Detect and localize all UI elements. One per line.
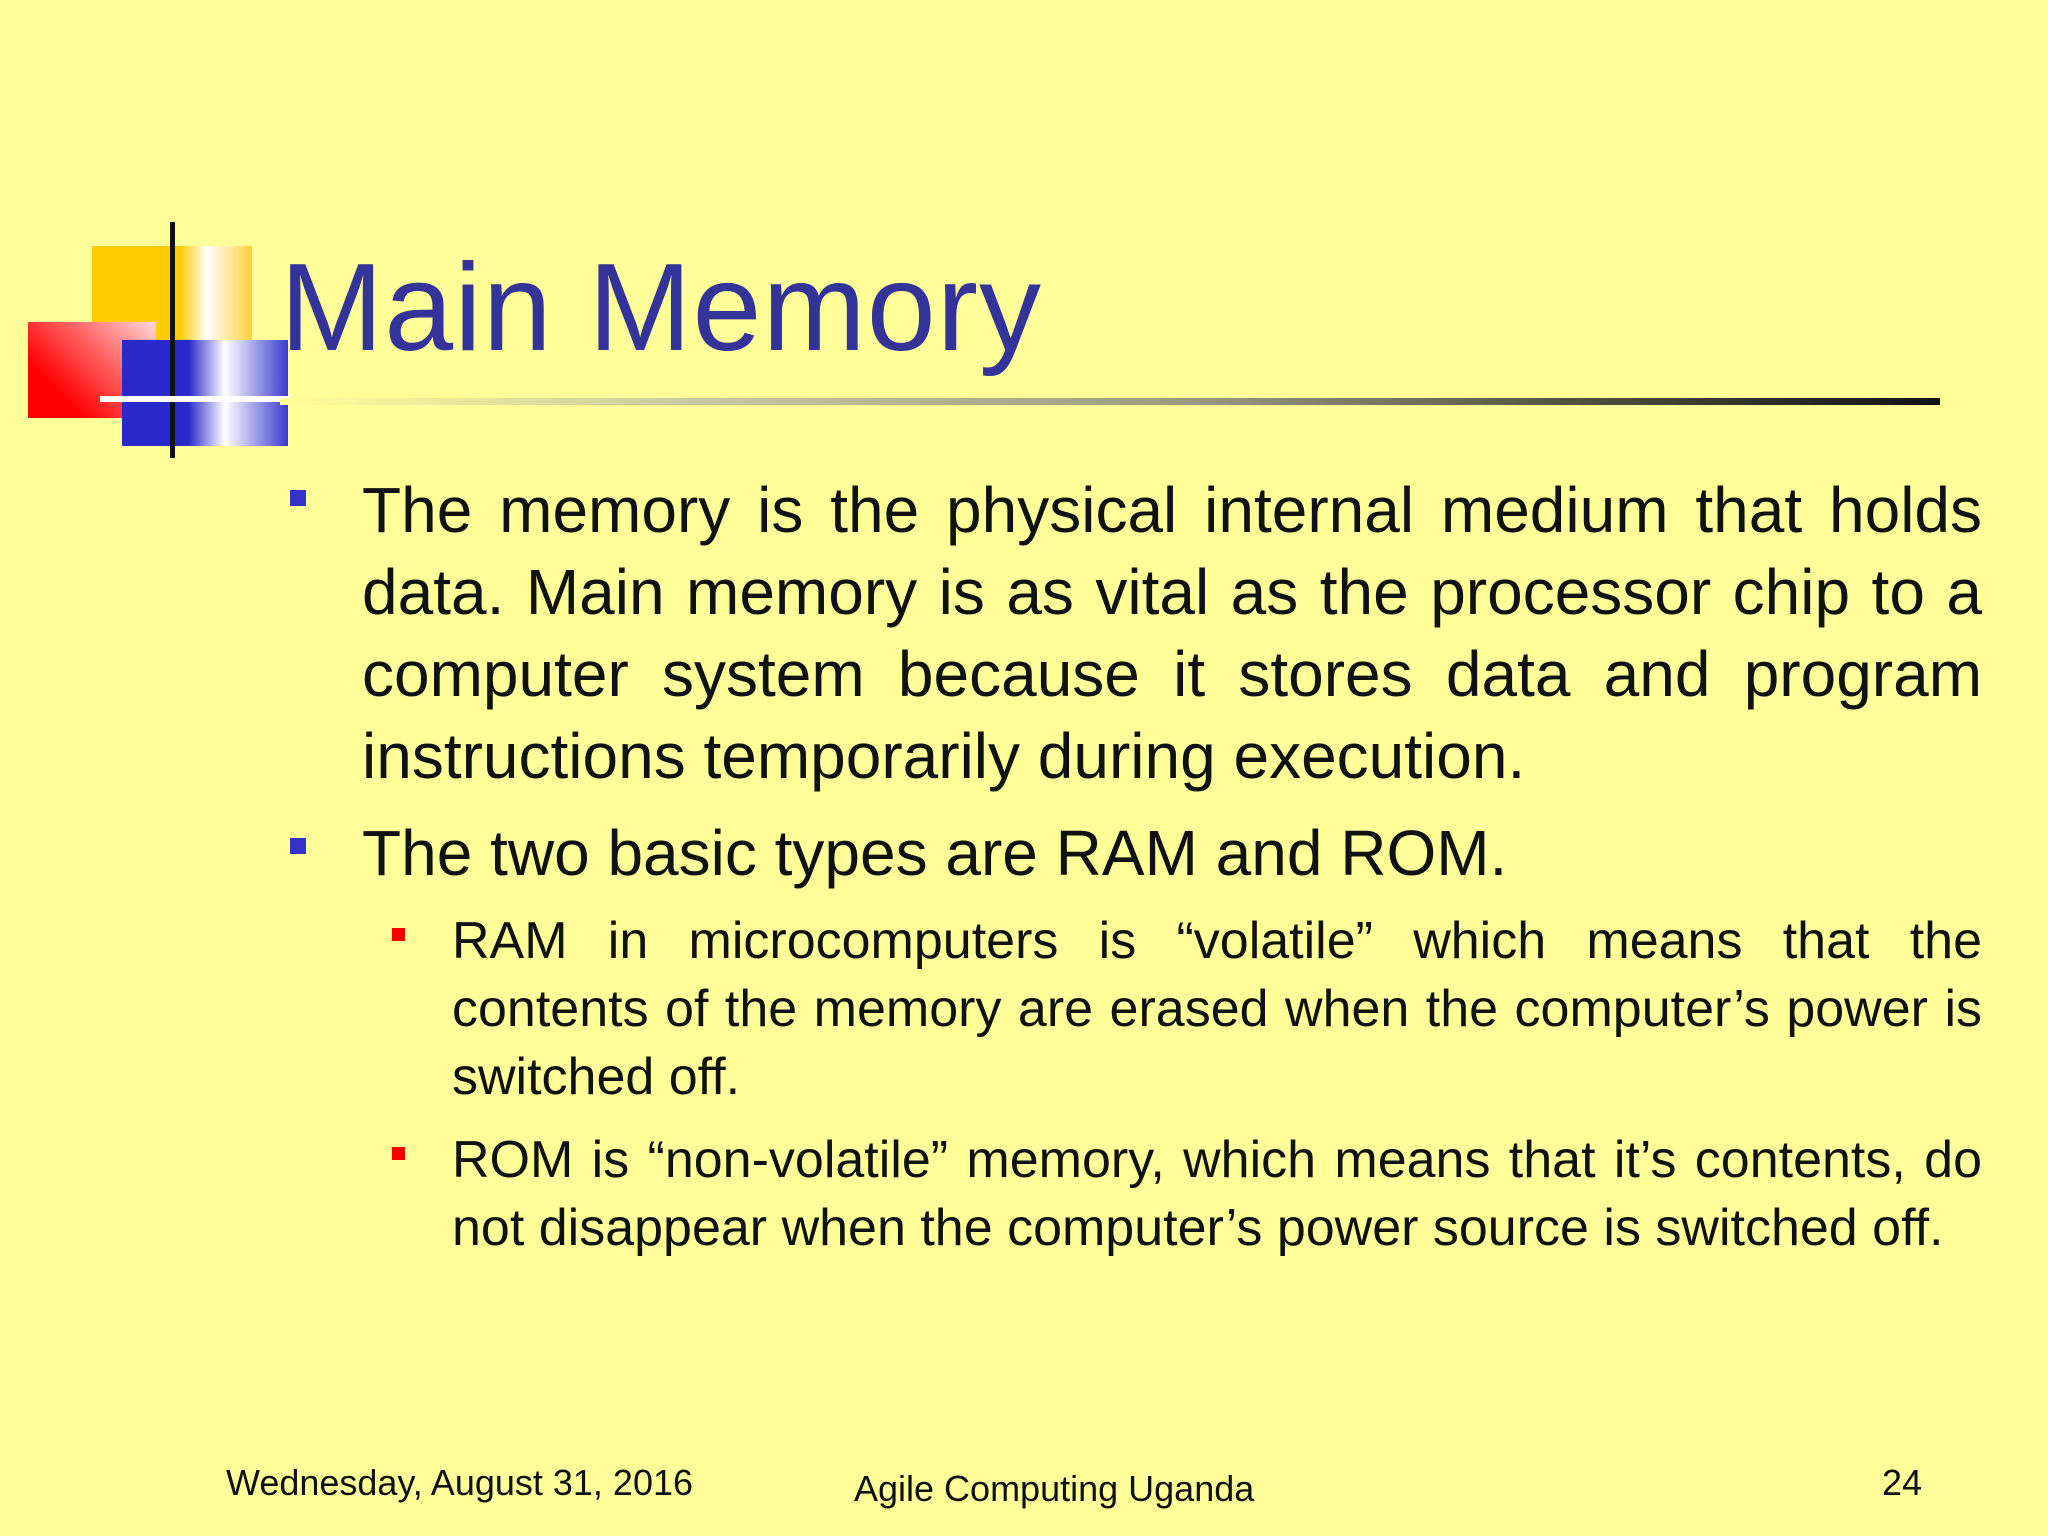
bullet-square-icon	[290, 838, 306, 854]
title-underline	[280, 398, 1940, 405]
vertical-line-decoration	[170, 222, 175, 458]
sub-bullet-square-icon	[392, 928, 405, 941]
page-number: 24	[1882, 1462, 1923, 1503]
sub-bullet-square-icon	[392, 1147, 405, 1160]
sub-bullet-text: ROM is “non-volatile” memory, which means that it’s contents, do not disappear when the computer’s power source is switched off.	[452, 1131, 1982, 1257]
bullet-square-icon	[290, 490, 306, 506]
sub-bullet-text: RAM in microcomputers is “volatile” which means that the contents of the memory are erased when the computer’s power is switched off.	[452, 912, 1982, 1106]
bullet-text: The memory is the physical internal medium that holds data. Main memory is as vital as the processor chip to a computer system because it stores data and program instructions temporarily during execution.	[362, 474, 1982, 792]
white-line-decoration	[100, 396, 290, 402]
footer-date: Wednesday, August 31, 2016	[226, 1462, 694, 1503]
slide-title: Main Memory	[280, 239, 1043, 377]
footer-organization: Agile Computing Uganda	[854, 1468, 1255, 1509]
bullet-text: The two basic types are RAM and ROM.	[362, 817, 1508, 889]
blue-square-decoration	[122, 340, 288, 446]
